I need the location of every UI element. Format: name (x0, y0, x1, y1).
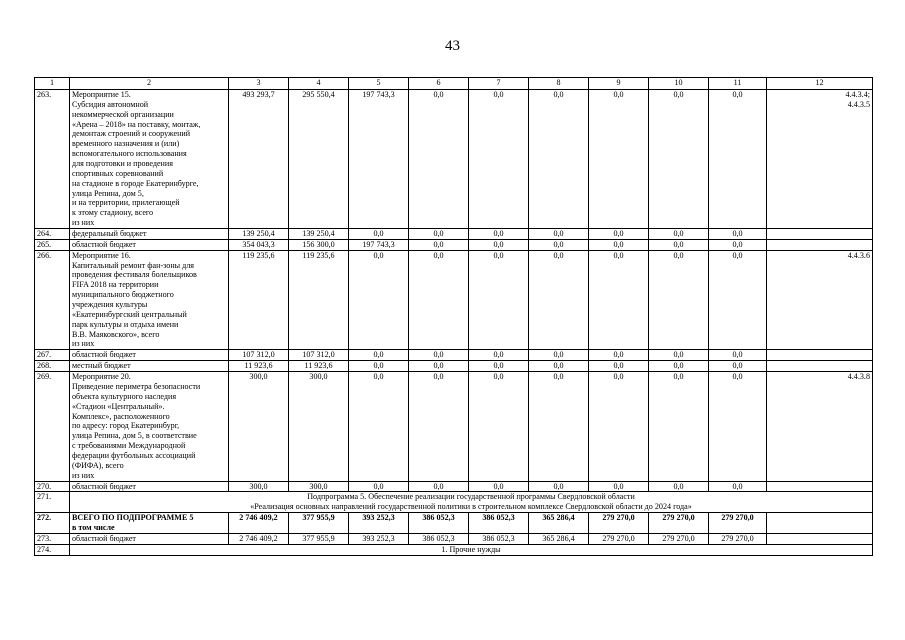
amount-cell: 107 312,0 (229, 350, 289, 361)
amount-cell: 0,0 (529, 372, 589, 481)
amount-cell: 279 270,0 (709, 513, 767, 534)
target-indicator-cell (767, 533, 873, 544)
row-number: 272. (35, 513, 70, 534)
column-header: 1 (35, 78, 70, 90)
amount-cell: 11 923,6 (289, 361, 349, 372)
amount-cell: 386 052,3 (469, 513, 529, 534)
section-title: 1. Прочие нужды (70, 544, 873, 555)
amount-cell: 377 955,9 (289, 533, 349, 544)
amount-cell: 139 250,4 (289, 229, 349, 240)
column-header: 2 (70, 78, 229, 90)
column-header: 8 (529, 78, 589, 90)
amount-cell: 300,0 (289, 481, 349, 492)
amount-cell: 393 252,3 (349, 533, 409, 544)
amount-cell: 279 270,0 (589, 513, 649, 534)
amount-cell: 156 300,0 (289, 239, 349, 250)
column-header: 11 (709, 78, 767, 90)
row-description: Мероприятие 16. Капитальный ремонт фан-зоны для проведения фестиваля болельщиков FIFA 2018 на территории муниципального бюджетного учреждения культуры «Екатеринбургский центральный парк культуры и отдыха имени В.В. Маяковского», всего из них (70, 250, 229, 350)
amount-cell: 300,0 (229, 481, 289, 492)
target-indicator-cell (767, 229, 873, 240)
row-description: областной бюджет (70, 533, 229, 544)
amount-cell: 0,0 (349, 481, 409, 492)
amount-cell: 0,0 (409, 350, 469, 361)
amount-cell: 0,0 (349, 229, 409, 240)
row-number: 266. (35, 250, 70, 350)
amount-cell: 0,0 (589, 229, 649, 240)
amount-cell: 0,0 (469, 90, 529, 229)
amount-cell: 0,0 (649, 90, 709, 229)
amount-cell: 0,0 (469, 350, 529, 361)
amount-cell: 386 052,3 (409, 533, 469, 544)
amount-cell: 0,0 (709, 361, 767, 372)
amount-cell: 0,0 (469, 372, 529, 481)
row-description: областной бюджет (70, 239, 229, 250)
amount-cell: 0,0 (709, 90, 767, 229)
amount-cell: 0,0 (709, 250, 767, 350)
amount-cell: 0,0 (529, 90, 589, 229)
amount-cell: 0,0 (589, 372, 649, 481)
amount-cell: 386 052,3 (469, 533, 529, 544)
amount-cell: 0,0 (529, 239, 589, 250)
header-row (35, 78, 873, 90)
target-indicator-cell (767, 350, 873, 361)
amount-cell: 279 270,0 (649, 533, 709, 544)
amount-cell: 0,0 (469, 361, 529, 372)
row-number: 269. (35, 372, 70, 481)
amount-cell: 0,0 (709, 239, 767, 250)
target-indicator-cell (767, 481, 873, 492)
column-header: 7 (469, 78, 529, 90)
table-row (35, 90, 873, 229)
amount-cell: 0,0 (409, 481, 469, 492)
amount-cell: 2 746 409,2 (229, 513, 289, 534)
amount-cell: 0,0 (589, 361, 649, 372)
amount-cell: 0,0 (589, 350, 649, 361)
table-row (35, 350, 873, 361)
row-description: Мероприятие 15. Субсидия автономной некоммерческой организации «Арена – 2018» на поставку, монтаж, демонтаж строений и сооружений временного назначения и (или) вспомогательного использования для подготовки и проведения спортивных соревнований на стадионе в городе Екатеринбурге, улица Репина, дом 5, и на территории, прилегающей к этому стадиону, всего из них (70, 90, 229, 229)
page-number: 43 (445, 38, 460, 54)
amount-cell: 0,0 (409, 90, 469, 229)
table-row (35, 533, 873, 544)
amount-cell: 0,0 (529, 250, 589, 350)
amount-cell: 0,0 (649, 250, 709, 350)
amount-cell: 0,0 (529, 361, 589, 372)
table-row (35, 229, 873, 240)
target-indicator-cell (767, 361, 873, 372)
amount-cell: 0,0 (649, 481, 709, 492)
column-header: 10 (649, 78, 709, 90)
amount-cell: 0,0 (529, 350, 589, 361)
amount-cell: 0,0 (649, 350, 709, 361)
table-row (35, 361, 873, 372)
table-row (35, 372, 873, 481)
amount-cell: 0,0 (349, 350, 409, 361)
target-indicator-cell: 4.4.3.4; 4.4.3.5 (767, 90, 873, 229)
amount-cell: 0,0 (649, 239, 709, 250)
target-indicator-cell: 4.4.3.6 (767, 250, 873, 350)
column-header: 3 (229, 78, 289, 90)
amount-cell: 0,0 (409, 372, 469, 481)
budget-table (34, 77, 873, 556)
amount-cell: 0,0 (649, 372, 709, 481)
amount-cell: 493 293,7 (229, 90, 289, 229)
row-number: 264. (35, 229, 70, 240)
row-description: федеральный бюджет (70, 229, 229, 240)
row-description: областной бюджет (70, 350, 229, 361)
table-row (35, 250, 873, 350)
amount-cell: 0,0 (409, 229, 469, 240)
amount-cell: 0,0 (589, 250, 649, 350)
amount-cell: 119 235,6 (229, 250, 289, 350)
column-header: 4 (289, 78, 349, 90)
table-row (35, 513, 873, 534)
column-header: 9 (589, 78, 649, 90)
amount-cell: 279 270,0 (709, 533, 767, 544)
row-number: 270. (35, 481, 70, 492)
section-row (35, 492, 873, 513)
row-description: местный бюджет (70, 361, 229, 372)
amount-cell: 0,0 (409, 239, 469, 250)
amount-cell: 0,0 (469, 229, 529, 240)
amount-cell: 0,0 (709, 372, 767, 481)
amount-cell: 300,0 (229, 372, 289, 481)
amount-cell: 279 270,0 (649, 513, 709, 534)
amount-cell: 0,0 (349, 372, 409, 481)
amount-cell: 197 743,3 (349, 90, 409, 229)
amount-cell: 139 250,4 (229, 229, 289, 240)
amount-cell: 0,0 (349, 361, 409, 372)
column-header: 5 (349, 78, 409, 90)
row-description: ВСЕГО ПО ПОДПРОГРАММЕ 5 в том числе (70, 513, 229, 534)
amount-cell: 0,0 (349, 250, 409, 350)
amount-cell: 365 286,4 (529, 533, 589, 544)
amount-cell: 295 550,4 (289, 90, 349, 229)
row-description: областной бюджет (70, 481, 229, 492)
amount-cell: 365 286,4 (529, 513, 589, 534)
amount-cell: 0,0 (589, 90, 649, 229)
target-indicator-cell (767, 239, 873, 250)
amount-cell: 386 052,3 (409, 513, 469, 534)
row-number: 267. (35, 350, 70, 361)
amount-cell: 0,0 (589, 481, 649, 492)
amount-cell: 0,0 (469, 250, 529, 350)
amount-cell: 279 270,0 (589, 533, 649, 544)
table-row (35, 239, 873, 250)
row-number: 274. (35, 544, 70, 555)
amount-cell: 393 252,3 (349, 513, 409, 534)
row-number: 271. (35, 492, 70, 513)
amount-cell: 0,0 (469, 239, 529, 250)
amount-cell: 0,0 (529, 229, 589, 240)
amount-cell: 2 746 409,2 (229, 533, 289, 544)
amount-cell: 354 043,3 (229, 239, 289, 250)
amount-cell: 197 743,3 (349, 239, 409, 250)
amount-cell: 0,0 (529, 481, 589, 492)
amount-cell: 377 955,9 (289, 513, 349, 534)
target-indicator-cell (767, 513, 873, 534)
amount-cell: 0,0 (409, 250, 469, 350)
amount-cell: 11 923,6 (229, 361, 289, 372)
amount-cell: 300,0 (289, 372, 349, 481)
section-row (35, 544, 873, 555)
section-title: Подпрограмма 5. Обеспечение реализации государственной программы Свердловской области «Реализация основных направлений государственной политики в строительном комплексе Свердловской области до 2024 года» (70, 492, 873, 513)
amount-cell: 0,0 (589, 239, 649, 250)
row-description: Мероприятие 20. Приведение периметра безопасности объекта культурного наследия «Стадион «Центральный». Комплекс», расположенного по адресу: город Екатеринбург, улица Репина, дом 5, в соответствие с требованиями Международной федерации футбольных ассоциаций (ФИФА), всего из них (70, 372, 229, 481)
column-header: 6 (409, 78, 469, 90)
column-header: 12 (767, 78, 873, 90)
row-number: 268. (35, 361, 70, 372)
amount-cell: 0,0 (649, 361, 709, 372)
row-number: 265. (35, 239, 70, 250)
amount-cell: 0,0 (409, 361, 469, 372)
amount-cell: 0,0 (649, 229, 709, 240)
amount-cell: 0,0 (709, 350, 767, 361)
amount-cell: 0,0 (709, 229, 767, 240)
amount-cell: 119 235,6 (289, 250, 349, 350)
amount-cell: 0,0 (709, 481, 767, 492)
row-number: 273. (35, 533, 70, 544)
amount-cell: 0,0 (469, 481, 529, 492)
amount-cell: 107 312,0 (289, 350, 349, 361)
target-indicator-cell: 4.4.3.8 (767, 372, 873, 481)
row-number: 263. (35, 90, 70, 229)
table-row (35, 481, 873, 492)
